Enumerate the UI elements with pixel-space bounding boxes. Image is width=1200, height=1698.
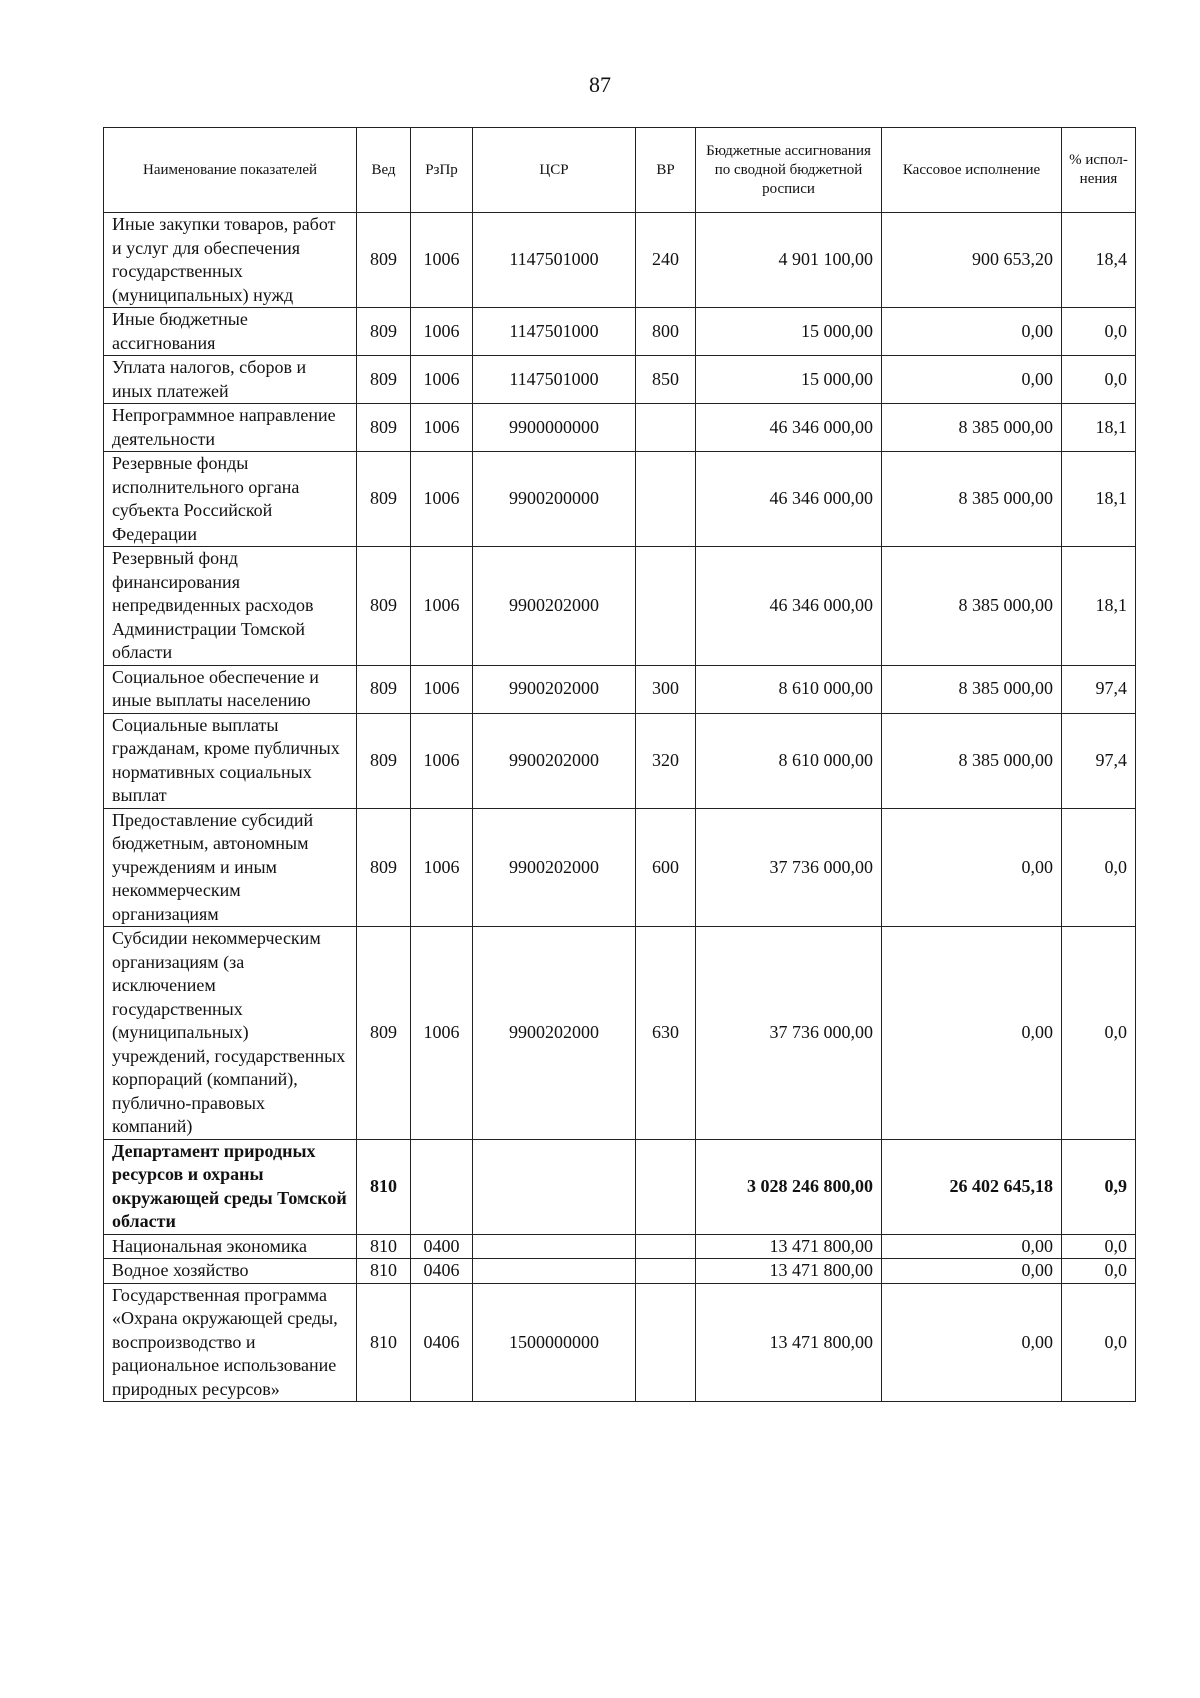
cell-name: Иные закупки товаров, работ и услуг для обеспечения государственных (муниципальных) нужд bbox=[104, 213, 357, 308]
cell-budget: 15 000,00 bbox=[696, 308, 882, 356]
cell-ved: 810 bbox=[357, 1139, 411, 1234]
cell-ved: 809 bbox=[357, 452, 411, 547]
cell-pct: 18,1 bbox=[1062, 452, 1136, 547]
cell-csr: 1147501000 bbox=[473, 308, 636, 356]
cell-ved: 809 bbox=[357, 808, 411, 927]
cell-vr: 300 bbox=[636, 665, 696, 713]
cell-csr: 9900200000 bbox=[473, 452, 636, 547]
cell-pct: 18,4 bbox=[1062, 213, 1136, 308]
table-row bbox=[104, 1259, 1136, 1284]
cell-rzpr: 1006 bbox=[411, 308, 473, 356]
table-row bbox=[104, 927, 1136, 1140]
cell-vr: 320 bbox=[636, 713, 696, 808]
cell-budget: 13 471 800,00 bbox=[696, 1234, 882, 1259]
cell-cash: 0,00 bbox=[882, 308, 1062, 356]
cell-name: Социальные выплаты гражданам, кроме публичных нормативных социальных выплат bbox=[104, 713, 357, 808]
cell-vr: 630 bbox=[636, 927, 696, 1140]
cell-ved: 810 bbox=[357, 1234, 411, 1259]
header-budget: Бюджетные ассигнования по сводной бюджетной росписи bbox=[696, 128, 882, 213]
cell-budget: 13 471 800,00 bbox=[696, 1259, 882, 1284]
cell-ved: 809 bbox=[357, 665, 411, 713]
cell-csr: 1147501000 bbox=[473, 356, 636, 404]
cell-ved: 809 bbox=[357, 308, 411, 356]
cell-cash: 0,00 bbox=[882, 1259, 1062, 1284]
cell-pct: 0,0 bbox=[1062, 308, 1136, 356]
cell-csr: 9900202000 bbox=[473, 547, 636, 666]
cell-csr: 9900202000 bbox=[473, 808, 636, 927]
cell-vr: 240 bbox=[636, 213, 696, 308]
cell-rzpr: 0400 bbox=[411, 1234, 473, 1259]
cell-rzpr: 1006 bbox=[411, 808, 473, 927]
table-row bbox=[104, 404, 1136, 452]
cell-pct: 0,0 bbox=[1062, 356, 1136, 404]
cell-budget: 46 346 000,00 bbox=[696, 404, 882, 452]
cell-csr: 9900202000 bbox=[473, 665, 636, 713]
cell-cash: 26 402 645,18 bbox=[882, 1139, 1062, 1234]
cell-cash: 0,00 bbox=[882, 927, 1062, 1140]
cell-name: Резервные фонды исполнительного органа субъекта Российской Федерации bbox=[104, 452, 357, 547]
cell-rzpr: 1006 bbox=[411, 665, 473, 713]
cell-cash: 8 385 000,00 bbox=[882, 713, 1062, 808]
cell-name: Непрограммное направление деятельности bbox=[104, 404, 357, 452]
cell-pct: 97,4 bbox=[1062, 713, 1136, 808]
cell-name: Социальное обеспечение и иные выплаты населению bbox=[104, 665, 357, 713]
cell-vr bbox=[636, 1283, 696, 1402]
table-row bbox=[104, 1234, 1136, 1259]
cell-rzpr: 0406 bbox=[411, 1283, 473, 1402]
cell-rzpr: 1006 bbox=[411, 213, 473, 308]
cell-rzpr: 0406 bbox=[411, 1259, 473, 1284]
cell-budget: 13 471 800,00 bbox=[696, 1283, 882, 1402]
header-pct: % испол-нения bbox=[1062, 128, 1136, 213]
cell-cash: 8 385 000,00 bbox=[882, 452, 1062, 547]
table-row bbox=[104, 356, 1136, 404]
cell-csr: 1500000000 bbox=[473, 1283, 636, 1402]
cell-vr bbox=[636, 1139, 696, 1234]
header-ved: Вед bbox=[357, 128, 411, 213]
cell-budget: 8 610 000,00 bbox=[696, 713, 882, 808]
cell-rzpr: 1006 bbox=[411, 452, 473, 547]
cell-cash: 0,00 bbox=[882, 356, 1062, 404]
header-cash: Кассовое исполнение bbox=[882, 128, 1062, 213]
cell-rzpr: 1006 bbox=[411, 927, 473, 1140]
cell-rzpr bbox=[411, 1139, 473, 1234]
cell-pct: 0,9 bbox=[1062, 1139, 1136, 1234]
cell-rzpr: 1006 bbox=[411, 356, 473, 404]
cell-name: Предоставление субсидий бюджетным, автономным учреждениям и иным некоммерческим организациям bbox=[104, 808, 357, 927]
cell-csr: 1147501000 bbox=[473, 213, 636, 308]
cell-budget: 3 028 246 800,00 bbox=[696, 1139, 882, 1234]
cell-cash: 8 385 000,00 bbox=[882, 547, 1062, 666]
cell-vr: 850 bbox=[636, 356, 696, 404]
cell-ved: 809 bbox=[357, 356, 411, 404]
cell-vr: 600 bbox=[636, 808, 696, 927]
cell-csr bbox=[473, 1139, 636, 1234]
cell-pct: 0,0 bbox=[1062, 808, 1136, 927]
cell-vr bbox=[636, 452, 696, 547]
cell-cash: 0,00 bbox=[882, 1283, 1062, 1402]
cell-ved: 809 bbox=[357, 213, 411, 308]
cell-ved: 809 bbox=[357, 713, 411, 808]
cell-pct: 18,1 bbox=[1062, 547, 1136, 666]
cell-cash: 0,00 bbox=[882, 808, 1062, 927]
cell-csr bbox=[473, 1234, 636, 1259]
header-vr: ВР bbox=[636, 128, 696, 213]
cell-name: Иные бюджетные ассигнования bbox=[104, 308, 357, 356]
cell-rzpr: 1006 bbox=[411, 404, 473, 452]
cell-name: Государственная программа «Охрана окружающей среды, воспроизводство и рациональное использование природных ресурсов» bbox=[104, 1283, 357, 1402]
cell-rzpr: 1006 bbox=[411, 547, 473, 666]
cell-name: Резервный фонд финансирования непредвиденных расходов Администрации Томской области bbox=[104, 547, 357, 666]
header-csr: ЦСР bbox=[473, 128, 636, 213]
cell-budget: 37 736 000,00 bbox=[696, 927, 882, 1140]
cell-budget: 46 346 000,00 bbox=[696, 452, 882, 547]
table-row bbox=[104, 665, 1136, 713]
table-row bbox=[104, 1283, 1136, 1402]
table-header-row bbox=[104, 128, 1136, 213]
cell-pct: 0,0 bbox=[1062, 1234, 1136, 1259]
cell-budget: 15 000,00 bbox=[696, 356, 882, 404]
cell-name: Национальная экономика bbox=[104, 1234, 357, 1259]
cell-csr: 9900000000 bbox=[473, 404, 636, 452]
cell-cash: 8 385 000,00 bbox=[882, 665, 1062, 713]
budget-table bbox=[103, 127, 1136, 1402]
cell-name: Субсидии некоммерческим организациям (за исключением государственных (муниципальных) учреждений, государственных корпораций (компаний), публично-правовых компаний) bbox=[104, 927, 357, 1140]
table-row bbox=[104, 1139, 1136, 1234]
cell-budget: 46 346 000,00 bbox=[696, 547, 882, 666]
cell-ved: 810 bbox=[357, 1283, 411, 1402]
table-body bbox=[104, 213, 1136, 1402]
table-row bbox=[104, 808, 1136, 927]
cell-ved: 809 bbox=[357, 547, 411, 666]
cell-cash: 900 653,20 bbox=[882, 213, 1062, 308]
cell-csr bbox=[473, 1259, 636, 1284]
table-row bbox=[104, 713, 1136, 808]
cell-vr: 800 bbox=[636, 308, 696, 356]
cell-csr: 9900202000 bbox=[473, 713, 636, 808]
cell-vr bbox=[636, 404, 696, 452]
header-name: Наименование показателей bbox=[104, 128, 357, 213]
cell-pct: 0,0 bbox=[1062, 927, 1136, 1140]
cell-ved: 810 bbox=[357, 1259, 411, 1284]
cell-budget: 8 610 000,00 bbox=[696, 665, 882, 713]
table-row bbox=[104, 213, 1136, 308]
cell-vr bbox=[636, 547, 696, 666]
cell-cash: 8 385 000,00 bbox=[882, 404, 1062, 452]
table-row bbox=[104, 452, 1136, 547]
cell-ved: 809 bbox=[357, 404, 411, 452]
table-row bbox=[104, 308, 1136, 356]
cell-ved: 809 bbox=[357, 927, 411, 1140]
header-rzpr: РзПр bbox=[411, 128, 473, 213]
cell-vr bbox=[636, 1234, 696, 1259]
cell-vr bbox=[636, 1259, 696, 1284]
cell-pct: 0,0 bbox=[1062, 1259, 1136, 1284]
table-row bbox=[104, 547, 1136, 666]
cell-pct: 0,0 bbox=[1062, 1283, 1136, 1402]
cell-pct: 97,4 bbox=[1062, 665, 1136, 713]
cell-cash: 0,00 bbox=[882, 1234, 1062, 1259]
cell-budget: 4 901 100,00 bbox=[696, 213, 882, 308]
cell-name: Уплата налогов, сборов и иных платежей bbox=[104, 356, 357, 404]
cell-rzpr: 1006 bbox=[411, 713, 473, 808]
cell-pct: 18,1 bbox=[1062, 404, 1136, 452]
page-number: 87 bbox=[589, 72, 611, 97]
cell-name: Департамент природных ресурсов и охраны окружающей среды Томской области bbox=[104, 1139, 357, 1234]
cell-budget: 37 736 000,00 bbox=[696, 808, 882, 927]
cell-csr: 9900202000 bbox=[473, 927, 636, 1140]
cell-name: Водное хозяйство bbox=[104, 1259, 357, 1284]
